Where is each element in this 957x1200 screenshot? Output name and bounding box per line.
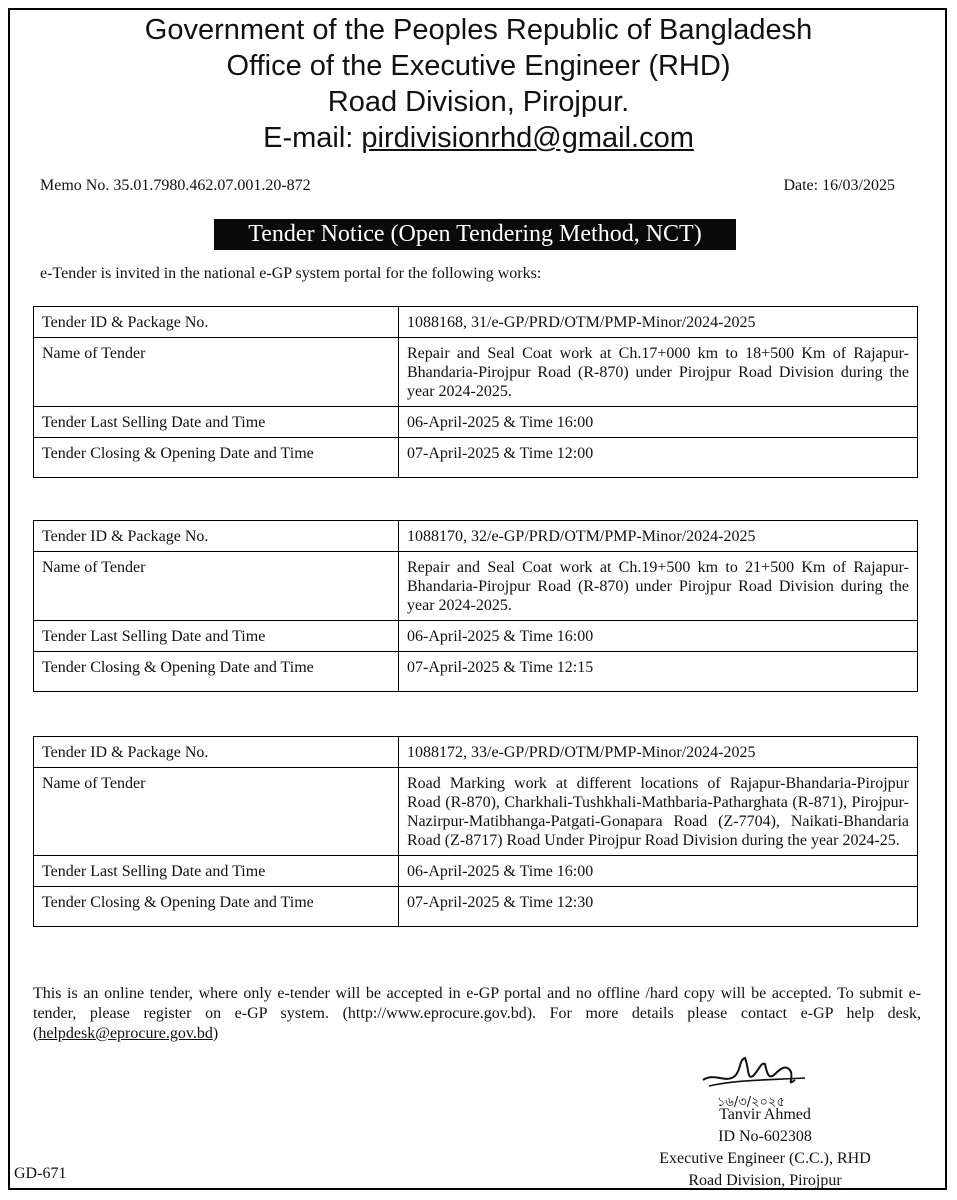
footer-text: This is an online tender, where only e-tender will be accepted in e-GP portal and no offline /hard copy will be accepted. To submit e-tender, please register on e-GP system. (http://www.eprocure.gov.bd). For more details please contact e-GP help desk, ( [33,985,921,1042]
signatory-office: Road Division, Pirojpur [688,1172,842,1189]
label-tender-name: Name of Tender [34,768,399,856]
footer-instructions [33,984,921,1044]
tender-table-2 [33,520,918,692]
notice-title: Tender Notice (Open Tendering Method, NCT) [214,219,736,250]
email-label: E-mail: [263,122,362,154]
tender-id: 1088172, 33/e-GP/PRD/OTM/PMP-Minor/2024-2025 [399,737,918,768]
table-row [34,438,918,478]
selling-date: 06-April-2025 & Time 16:00 [399,407,918,438]
table-row [34,338,918,407]
signatory-name: Tanvir Ahmed [719,1106,811,1123]
table-row [34,552,918,621]
label-selling-date: Tender Last Selling Date and Time [34,621,399,652]
signatory-title: Executive Engineer (C.C.), RHD [659,1150,871,1167]
label-tender-name: Name of Tender [34,338,399,407]
tender-id: 1088168, 31/e-GP/PRD/OTM/PMP-Minor/2024-2025 [399,307,918,338]
signatory-details [620,1104,910,1192]
letterhead [0,12,957,156]
label-closing-date: Tender Closing & Opening Date and Time [34,887,399,927]
table-row [34,768,918,856]
header-email-line [0,120,957,156]
header-division: Road Division, Pirojpur. [327,86,630,118]
helpdesk-email-link[interactable]: helpdesk@eprocure.gov.bd [38,1025,213,1042]
label-tender-id: Tender ID & Package No. [34,307,399,338]
tender-id: 1088170, 32/e-GP/PRD/OTM/PMP-Minor/2024-2025 [399,521,918,552]
closing-date: 07-April-2025 & Time 12:15 [399,652,918,692]
label-tender-id: Tender ID & Package No. [34,521,399,552]
label-closing-date: Tender Closing & Opening Date and Time [34,438,399,478]
selling-date: 06-April-2025 & Time 16:00 [399,856,918,887]
table-row [34,856,918,887]
table-row [34,737,918,768]
footer-text-end: ) [212,1025,219,1042]
closing-date: 07-April-2025 & Time 12:00 [399,438,918,478]
tender-table-1 [33,306,918,478]
signature-block [620,1050,910,1190]
tender-name: Road Marking work at different locations of Rajapur-Bhandaria-Pirojpur Road (R-870), Charkhali-Tushkhali-Mathbaria-Patharghata (R-871), Pirojpur-Nazirpur-Matibhanga-Patgati-Gonapara Road (Z-7704), Naikati-Bhandaria Road (Z-8717) Road Under Pirojpur Road Division during the year 2024-25. [399,768,918,856]
table-row [34,521,918,552]
tender-name: Repair and Seal Coat work at Ch.17+000 km to 18+500 Km of Rajapur-Bhandaria-Pirojpur Road (R-870) under Pirojpur Road Division during the year 2024-2025. [399,338,918,407]
label-selling-date: Tender Last Selling Date and Time [34,407,399,438]
table-row [34,621,918,652]
table-row [34,652,918,692]
memo-number: Memo No. 35.01.7980.462.07.001.20-872 [40,177,311,194]
table-row [34,407,918,438]
header-office: Office of the Executive Engineer (RHD) [226,50,731,82]
notice-date: Date: 16/03/2025 [783,177,895,194]
intro-text: e-Tender is invited in the national e-GP system portal for the following works: [40,265,542,282]
header-government: Government of the Peoples Republic of Bangladesh [144,14,813,46]
label-tender-id: Tender ID & Package No. [34,737,399,768]
signatory-id: ID No-602308 [718,1128,812,1145]
label-selling-date: Tender Last Selling Date and Time [34,856,399,887]
label-tender-name: Name of Tender [34,552,399,621]
table-row [34,307,918,338]
gd-number: GD-671 [14,1165,67,1182]
table-row [34,887,918,927]
tender-table-3 [33,736,918,927]
signature-date: ১৬/৩/২০২৫ [717,1095,785,1110]
tender-name: Repair and Seal Coat work at Ch.19+500 km to 21+500 Km of Rajapur-Bhandaria-Pirojpur Road (R-870) under Pirojpur Road Division during the year 2024-2025. [399,552,918,621]
label-closing-date: Tender Closing & Opening Date and Time [34,652,399,692]
selling-date: 06-April-2025 & Time 16:00 [399,621,918,652]
closing-date: 07-April-2025 & Time 12:30 [399,887,918,927]
email-link[interactable]: pirdivisionrhd@gmail.com [361,122,694,154]
